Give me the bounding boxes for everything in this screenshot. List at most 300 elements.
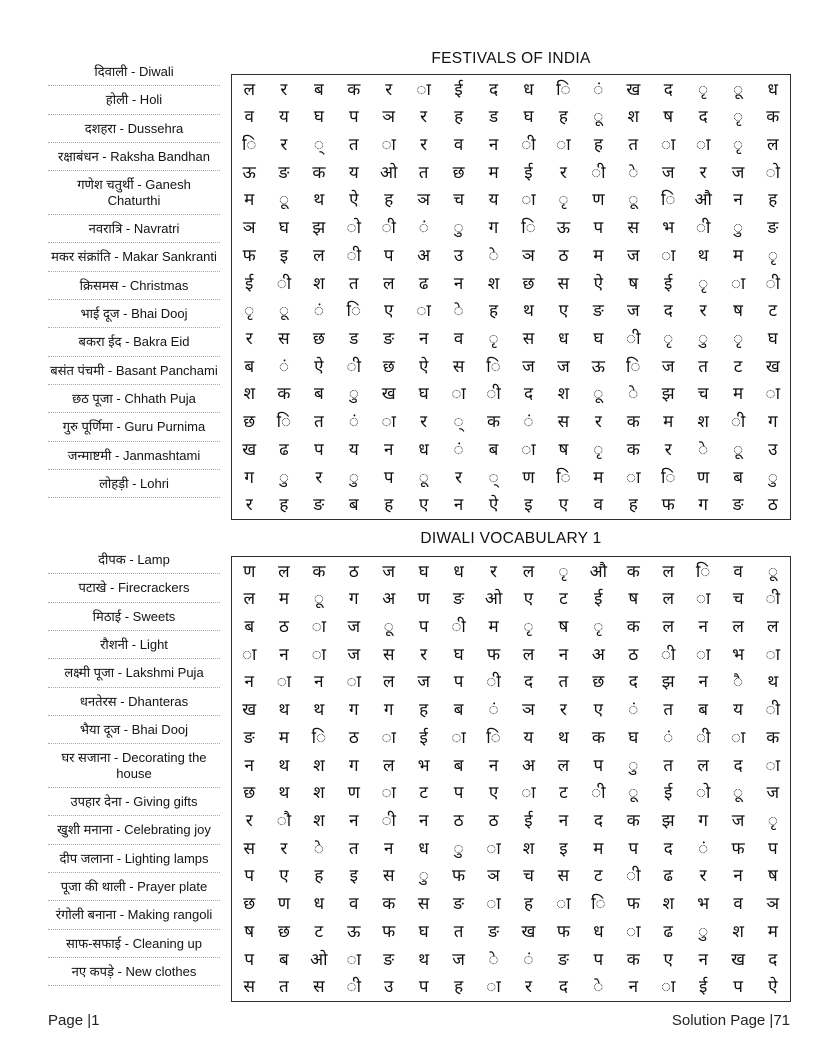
grid-cell: ो	[765, 162, 781, 182]
grid-cell: झ	[312, 218, 326, 238]
grid-row	[232, 352, 791, 380]
grid-cell: ु	[348, 467, 359, 487]
grid-cell: ा	[381, 135, 396, 155]
grid-cell: इ	[559, 838, 568, 858]
grid-cell: ढ	[418, 273, 429, 293]
grid-cell: ं	[523, 412, 534, 432]
grid-cell: ि	[626, 356, 641, 376]
grid-cell: ए	[279, 866, 289, 886]
grid-cell: स	[557, 412, 570, 432]
grid-cell: ज	[417, 672, 430, 692]
grid-cell: ू	[733, 439, 744, 459]
grid-cell: र	[420, 107, 428, 127]
grid-cell: ऐ	[488, 495, 499, 515]
grid-cell: ृ	[558, 190, 569, 210]
grid-cell: घ	[593, 328, 604, 348]
grid-cell: थ	[523, 301, 534, 321]
grid-cell: ी	[381, 810, 396, 830]
grid-cell: थ	[767, 672, 779, 692]
grid-cell: ृ	[767, 245, 778, 265]
word-item: नए कपड़े - New clothes	[48, 958, 220, 986]
grid-cell: प	[383, 467, 394, 487]
grid-cell: क	[626, 439, 640, 459]
grid-cell: य	[348, 162, 359, 182]
grid-cell: ं	[278, 356, 289, 376]
grid-cell: ज	[731, 810, 745, 830]
grid-cell: व	[244, 107, 254, 127]
grid-cell: ठ	[628, 644, 639, 664]
grid-cell: ध	[767, 79, 779, 99]
grid-cell: ञ	[766, 894, 780, 914]
grid-cell: ग	[383, 700, 394, 720]
grid-cell: ृ	[523, 617, 534, 637]
grid-cell: ु	[278, 467, 289, 487]
grid-cell: ख	[242, 439, 257, 459]
grid-cell: ई	[245, 273, 254, 293]
grid-cell: ह	[593, 135, 603, 155]
grid-cell: छ	[522, 273, 535, 293]
grid-cell: ज	[347, 644, 361, 664]
grid-cell: व	[733, 561, 743, 581]
grid-cell: ज	[557, 356, 570, 376]
grid-cell: घ	[278, 218, 289, 238]
grid-cell: र	[280, 838, 288, 858]
grid-cell: न	[384, 838, 394, 858]
grid-cell: फ	[731, 838, 745, 858]
grid-cell: ण	[347, 783, 360, 803]
grid-cell: ष	[767, 866, 778, 886]
grid-cell: ब	[453, 700, 464, 720]
grid-cell: ब	[348, 495, 359, 515]
grid-cell: द	[523, 672, 533, 692]
grid-cell: घ	[313, 107, 324, 127]
grid-cell: न	[698, 617, 708, 637]
grid-cell: भ	[732, 644, 745, 664]
grid-cell: र	[524, 977, 532, 997]
grid-cell: ं	[663, 727, 674, 747]
grid-row	[232, 973, 791, 1002]
grid-cell: ा	[311, 617, 327, 637]
word-item: घर सजाना - Decorating the house	[48, 744, 220, 788]
grid-cell: त	[453, 921, 464, 941]
grid-cell: ि	[695, 561, 711, 581]
grid-cell: े	[488, 245, 499, 265]
grid-cell: र	[280, 79, 288, 99]
grid-cell: ए	[488, 783, 499, 803]
grid-cell: ओ	[484, 589, 503, 609]
grid-cell: स	[382, 644, 395, 664]
grid-cell: ल	[767, 617, 779, 637]
word-item: गुरु पूर्णिमा - Guru Purnima	[48, 413, 220, 441]
grid-cell: छ	[243, 894, 256, 914]
grid-cell: ा	[416, 301, 431, 321]
grid-cell: न	[279, 644, 289, 664]
grid-cell: त	[279, 977, 289, 997]
grid-cell: ा	[765, 755, 781, 775]
grid-cell: च	[523, 866, 534, 886]
grid-cell: ृ	[698, 79, 709, 99]
grid-cell: र	[699, 866, 707, 886]
grid-cell: ा	[451, 384, 466, 404]
grid-cell: प	[453, 672, 464, 692]
grid-cell: इ	[349, 866, 358, 886]
grid-row	[232, 917, 791, 945]
grid-row	[232, 131, 791, 159]
grid-cell: र	[559, 700, 567, 720]
grid-cell: न	[488, 755, 499, 775]
grid-cell: स	[557, 866, 570, 886]
grid-cell: ी	[765, 589, 781, 609]
grid-cell: ा	[556, 135, 571, 155]
grid-cell: र	[455, 467, 463, 487]
grid-cell: ङ	[383, 328, 395, 348]
grid-cell: त	[663, 700, 674, 720]
grid-cell: ल	[243, 589, 255, 609]
grid-cell: फ	[242, 245, 256, 265]
grid-cell: ढ	[663, 921, 673, 941]
grid-cell: ज	[452, 949, 465, 969]
grid-row	[232, 696, 791, 724]
grid-cell: द	[489, 79, 499, 99]
grid-cell: श	[627, 107, 640, 127]
grid-cell: ा	[556, 894, 571, 914]
grid-cell: र	[420, 412, 428, 432]
grid-cell: ब	[279, 949, 289, 969]
grid-cell: न	[453, 273, 464, 293]
grid-row	[232, 325, 791, 353]
grid-cell: ा	[626, 467, 641, 487]
grid-cell: ी	[591, 783, 606, 803]
grid-cell: ं	[453, 439, 464, 459]
grid-cell: फ	[382, 921, 396, 941]
grid-cell: द	[663, 301, 673, 321]
grid-cell: ृ	[244, 301, 255, 321]
grid-cell: श	[243, 384, 255, 404]
grid-cell: ग	[348, 589, 359, 609]
grid-cell: ष	[663, 107, 674, 127]
grid-cell: छ	[243, 783, 256, 803]
grid-cell: उ	[453, 245, 464, 265]
grid-cell: ि	[486, 727, 501, 747]
grid-cell: ब	[244, 617, 255, 637]
grid-cell: न	[558, 644, 569, 664]
grid-cell: ज	[731, 162, 745, 182]
grid-cell: ट	[733, 356, 743, 376]
grid-cell: न	[488, 135, 499, 155]
grid-cell: ्	[488, 467, 499, 487]
grid-cell: थ	[313, 190, 325, 210]
grid-cell: य	[348, 439, 359, 459]
grid-cell: ई	[664, 783, 673, 803]
grid-cell: ल	[522, 561, 535, 581]
grid-cell: भ	[662, 218, 675, 238]
grid-cell: ञ	[382, 107, 396, 127]
grid-cell: ं	[348, 412, 359, 432]
grid-cell: न	[698, 672, 708, 692]
grid-row	[232, 862, 791, 890]
grid-cell: ठ	[767, 495, 778, 515]
grid-cell: ई	[454, 79, 463, 99]
grid-cell: ह	[628, 495, 638, 515]
grid-cell: द	[663, 838, 673, 858]
grid-cell: ा	[521, 783, 536, 803]
grid-cell: ृ	[663, 328, 674, 348]
grid-cell: ह	[454, 107, 464, 127]
grid-cell: ा	[660, 135, 676, 155]
grid-cell: स	[627, 218, 640, 238]
grid-cell: ख	[381, 384, 396, 404]
grid-cell: ा	[626, 921, 641, 941]
grid-cell: त	[663, 755, 674, 775]
grid-cell: क	[312, 162, 326, 182]
grid-cell: र	[245, 810, 253, 830]
grid-cell: फ	[661, 495, 675, 515]
grid-cell: र	[699, 162, 707, 182]
grid-cell: ं	[418, 218, 429, 238]
grid-cell: क	[382, 894, 396, 914]
word-item: होली - Holi	[48, 86, 220, 114]
grid-cell: ऐ	[418, 356, 429, 376]
grid-cell: प	[733, 977, 743, 997]
grid-cell: क	[626, 412, 640, 432]
puzzle-title-diwali-vocabulary: DIWALI VOCABULARY 1	[420, 530, 602, 547]
grid-cell: ज	[522, 356, 535, 376]
grid-cell: ख	[731, 949, 746, 969]
word-list-festivals	[48, 58, 220, 498]
grid-cell: थ	[278, 755, 290, 775]
grid-cell: छ	[312, 328, 325, 348]
grid-cell: ा	[311, 644, 327, 664]
grid-cell: ढ	[663, 866, 673, 886]
grid-cell: द	[768, 949, 778, 969]
grid-row	[232, 158, 791, 186]
grid-row	[232, 435, 791, 463]
grid-cell: ई	[698, 977, 708, 997]
grid-cell: ि	[486, 356, 501, 376]
word-item: धनतेरस - Dhanteras	[48, 688, 220, 716]
word-list-diwali-vocabulary	[48, 546, 220, 986]
grid-cell: ङ	[243, 727, 255, 747]
grid-cell: ञ	[242, 218, 256, 238]
grid-cell: न	[628, 977, 638, 997]
grid-cell: ू	[628, 783, 639, 803]
grid-cell: य	[488, 190, 499, 210]
grid-cell: ट	[419, 783, 428, 803]
grid-cell: क	[626, 617, 640, 637]
grid-cell: द	[628, 672, 638, 692]
grid-cell: घ	[767, 328, 778, 348]
grid-cell: ृ	[733, 135, 744, 155]
grid-cell: ठ	[348, 727, 359, 747]
grid-cell: ण	[277, 894, 291, 914]
word-item: दशहरा - Dussehra	[48, 115, 220, 143]
grid-cell: स	[278, 328, 290, 348]
grid-cell: क	[626, 949, 640, 969]
grid-cell: भ	[417, 755, 430, 775]
grid-cell: क	[591, 727, 605, 747]
word-item: रौशनी - Light	[48, 631, 220, 659]
grid-cell: ऊ	[242, 162, 256, 182]
grid-cell: ध	[418, 439, 429, 459]
grid-cell: ि	[241, 135, 257, 155]
grid-cell: ध	[418, 838, 429, 858]
grid-cell: ू	[593, 384, 604, 404]
grid-cell: ी	[276, 273, 292, 293]
grid-cell: ङ	[313, 495, 325, 515]
grid-cell: ी	[765, 700, 781, 720]
grid-cell: ल	[732, 617, 744, 637]
grid-cell: ृ	[733, 107, 744, 127]
grid-cell: छ	[382, 356, 395, 376]
grid-cell: ा	[346, 672, 362, 692]
grid-cell: ा	[381, 783, 396, 803]
grid-cell: ु	[767, 467, 778, 487]
grid-cell: प	[593, 755, 604, 775]
grid-cell: ए	[418, 495, 429, 515]
word-item: जन्माष्टमी - Janmashtami	[48, 442, 220, 470]
grid-cell: ी	[486, 672, 501, 692]
grid-cell: क	[277, 384, 291, 404]
grid-cell: ु	[348, 384, 359, 404]
grid-cell: न	[314, 672, 324, 692]
grid-cell: ए	[558, 301, 569, 321]
grid-cell: प	[453, 783, 464, 803]
grid-cell: म	[488, 617, 499, 637]
grid-cell: ल	[662, 561, 674, 581]
grid-cell: व	[733, 894, 743, 914]
word-item: लक्ष्मी पूजा - Lakshmi Puja	[48, 659, 220, 687]
grid-row	[232, 242, 791, 270]
grid-cell: ी	[695, 727, 711, 747]
grid-cell: ङ	[767, 218, 779, 238]
grid-cell: ज	[347, 617, 361, 637]
grid-cell: ल	[382, 755, 395, 775]
grid-cell: क	[766, 727, 780, 747]
word-item: लोहड़ी - Lohri	[48, 470, 220, 498]
grid-cell: क	[626, 810, 640, 830]
grid-cell: थ	[418, 949, 430, 969]
grid-cell: ञ	[417, 190, 430, 210]
grid-cell: ह	[523, 894, 533, 914]
word-item: पूजा की थाली - Prayer plate	[48, 873, 220, 901]
grid-cell: ा	[765, 384, 781, 404]
grid-cell: थ	[278, 700, 290, 720]
grid-cell: त	[558, 672, 569, 692]
grid-cell: ी	[765, 273, 781, 293]
grid-cell: ा	[695, 589, 711, 609]
grid-cell: द	[698, 107, 708, 127]
grid-row	[232, 751, 791, 779]
grid-row	[232, 834, 791, 862]
grid-cell: श	[522, 838, 535, 858]
word-item: बसंत पंचमी - Basant Panchami	[48, 357, 220, 385]
grid-cell: ं	[628, 700, 639, 720]
grid-cell: ह	[314, 866, 324, 886]
grid-cell: क	[766, 107, 780, 127]
grid-cell: ू	[383, 617, 394, 637]
grid-cell: ा	[660, 977, 676, 997]
grid-cell: र	[559, 162, 567, 182]
grid-cell: प	[314, 439, 324, 459]
grid-cell: फ	[626, 894, 640, 914]
grid-cell: क	[347, 79, 361, 99]
grid-cell: ठ	[558, 245, 569, 265]
grid-cell: ह	[454, 977, 464, 997]
grid-cell: ल	[697, 755, 709, 775]
grid-cell: ी	[381, 218, 396, 238]
grid-cell: े	[488, 949, 499, 969]
word-item: रक्षाबंधन - Raksha Bandhan	[48, 143, 220, 171]
grid-cell: ड	[349, 328, 359, 348]
word-item: खुशी मनाना - Celebrating joy	[48, 816, 220, 844]
grid-cell: ै	[733, 672, 744, 692]
grid-cell: ङ	[383, 949, 395, 969]
grid-cell: ी	[695, 218, 711, 238]
grid-cell: झ	[661, 384, 675, 404]
grid-cell: ह	[384, 495, 394, 515]
grid-cell: ह	[768, 190, 778, 210]
grid-cell: ठ	[278, 617, 289, 637]
grid-cell: ञ	[522, 245, 535, 265]
grid-cell: ष	[558, 617, 569, 637]
grid-cell: ृ	[767, 810, 778, 830]
grid-cell: प	[418, 977, 429, 997]
grid-cell: ा	[451, 727, 466, 747]
puzzle-title-festivals: FESTIVALS OF INDIA	[431, 50, 591, 67]
grid-row	[232, 640, 791, 668]
grid-cell: व	[593, 495, 604, 515]
grid-cell: ु	[453, 218, 464, 238]
grid-cell: ि	[556, 467, 571, 487]
grid-cell: ध	[593, 921, 604, 941]
word-item: दीप जलाना - Lighting lamps	[48, 845, 220, 873]
grid-cell: ङ	[488, 921, 499, 941]
grid-cell: ू	[733, 783, 744, 803]
grid-cell: घ	[628, 727, 639, 747]
grid-cell: ी	[626, 866, 641, 886]
grid-cell: ङ	[278, 162, 290, 182]
grid-cell: ि	[556, 79, 571, 99]
grid-cell: स	[452, 356, 465, 376]
grid-cell: ऐ	[593, 273, 604, 293]
grid-cell: य	[733, 700, 744, 720]
grid-cell: ऐ	[768, 977, 778, 997]
word-item: दिवाली - Diwali	[48, 58, 220, 86]
grid-cell: न	[558, 810, 569, 830]
grid-cell: ी	[346, 977, 362, 997]
grid-cell: ई	[524, 162, 533, 182]
grid-cell: ग	[348, 700, 359, 720]
grid-cell: ण	[592, 190, 605, 210]
grid-cell: ा	[521, 190, 536, 210]
grid-cell: न	[418, 810, 429, 830]
grid-cell: ु	[628, 755, 639, 775]
grid-cell: ष	[244, 921, 255, 941]
grid-cell: प	[767, 838, 778, 858]
grid-cell: र	[420, 135, 428, 155]
grid-cell: द	[558, 977, 568, 997]
grid-cell: ा	[730, 727, 746, 747]
word-item: साफ-सफाई - Cleaning up	[48, 930, 220, 958]
grid-cell: ृ	[698, 273, 709, 293]
grid-row	[232, 557, 791, 586]
grid-cell: ल	[522, 644, 535, 664]
grid-cell: द	[593, 810, 603, 830]
grid-cell: ृ	[488, 328, 499, 348]
grid-cell: ट	[768, 301, 778, 321]
grid-row	[232, 613, 791, 641]
grid-cell: ं	[698, 838, 709, 858]
